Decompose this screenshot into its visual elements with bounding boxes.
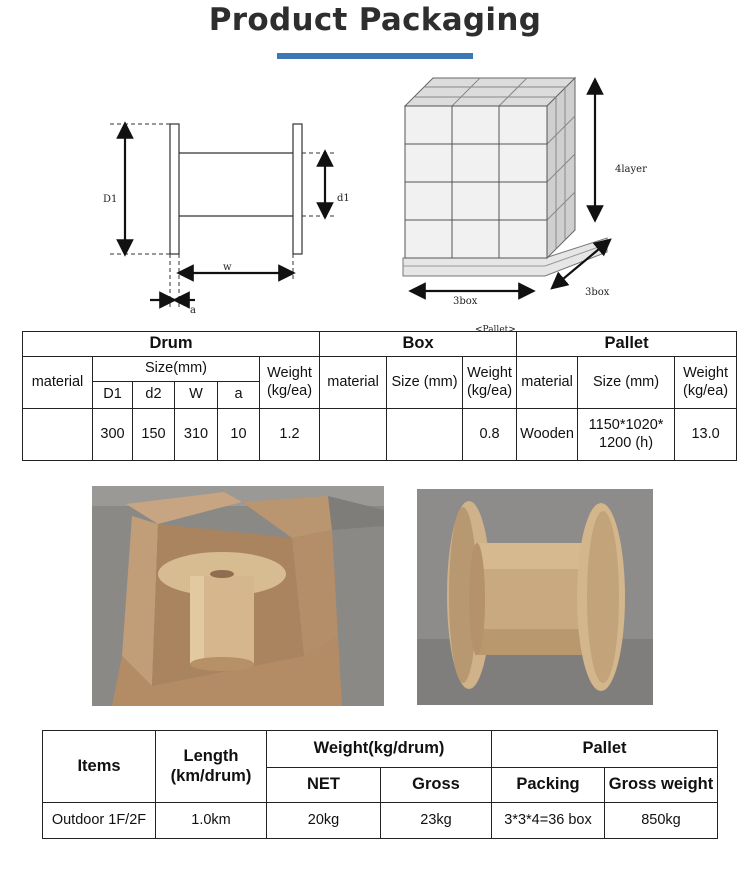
page-title: Product Packaging	[208, 2, 542, 38]
label-4layer: 4layer	[615, 164, 647, 175]
items-table	[42, 730, 718, 839]
box-material-header: material	[320, 357, 387, 409]
drum-material-header: material	[23, 357, 93, 409]
gross-weight-value: 850kg	[605, 803, 718, 839]
pallet-material-value: Wooden	[517, 409, 578, 461]
col-d2: d2	[133, 382, 175, 409]
box-material-value	[320, 409, 387, 461]
box-weight-header: Weight (kg/ea)	[463, 357, 517, 409]
label-D1: D1	[103, 194, 118, 205]
col-W: W	[175, 382, 218, 409]
gross-header: Gross	[381, 768, 492, 803]
label-3box-side: 3box	[585, 287, 610, 298]
col-a: a	[218, 382, 260, 409]
pallet-material-header: material	[517, 357, 578, 409]
drum-header: Drum	[23, 332, 320, 357]
drum-photo	[417, 489, 653, 705]
box-header: Box	[320, 332, 517, 357]
box-weight-value: 0.8	[463, 409, 517, 461]
box-size-header: Size (mm)	[387, 357, 463, 409]
col-D1: D1	[93, 382, 133, 409]
pallet-header: Pallet	[517, 332, 737, 357]
drum-material-value	[23, 409, 93, 461]
gross-value: 23kg	[381, 803, 492, 839]
item-value: Outdoor 1F/2F	[43, 803, 156, 839]
d2-value: 150	[133, 409, 175, 461]
drum-diagram	[95, 110, 365, 320]
pallet-header-2: Pallet	[492, 731, 718, 768]
pallet-weight-header: Weight (kg/ea)	[675, 357, 737, 409]
drum-weight-value: 1.2	[260, 409, 320, 461]
w-value: 310	[175, 409, 218, 461]
weight-header: Weight(kg/drum)	[267, 731, 492, 768]
gross-weight-header: Gross weight	[605, 768, 718, 803]
pallet-size-header: Size (mm)	[578, 357, 675, 409]
packing-value: 3*3*4=36 box	[492, 803, 605, 839]
label-w: w	[223, 262, 232, 273]
pallet-weight-value: 13.0	[675, 409, 737, 461]
items-header: Items	[43, 731, 156, 803]
d1-value: 300	[93, 409, 133, 461]
label-a: a	[190, 305, 196, 316]
packaging-spec-table	[22, 331, 737, 461]
net-header: NET	[267, 768, 381, 803]
title-underline	[277, 53, 473, 59]
a-value: 10	[218, 409, 260, 461]
length-value: 1.0km	[156, 803, 267, 839]
label-d1: d1	[337, 193, 350, 204]
pallet-diagram	[395, 70, 665, 335]
label-pallet-caption: <Pallet>	[475, 325, 516, 335]
drum-in-box-photo	[92, 486, 384, 706]
net-value: 20kg	[267, 803, 381, 839]
length-header: Length (km/drum)	[156, 731, 267, 803]
packing-header: Packing	[492, 768, 605, 803]
drum-size-header: Size(mm)	[93, 357, 260, 382]
pallet-size-value: 1150*1020* 1200 (h)	[578, 409, 675, 461]
box-size-value	[387, 409, 463, 461]
label-3box-front: 3box	[453, 296, 478, 307]
drum-weight-header: Weight (kg/ea)	[260, 357, 320, 409]
